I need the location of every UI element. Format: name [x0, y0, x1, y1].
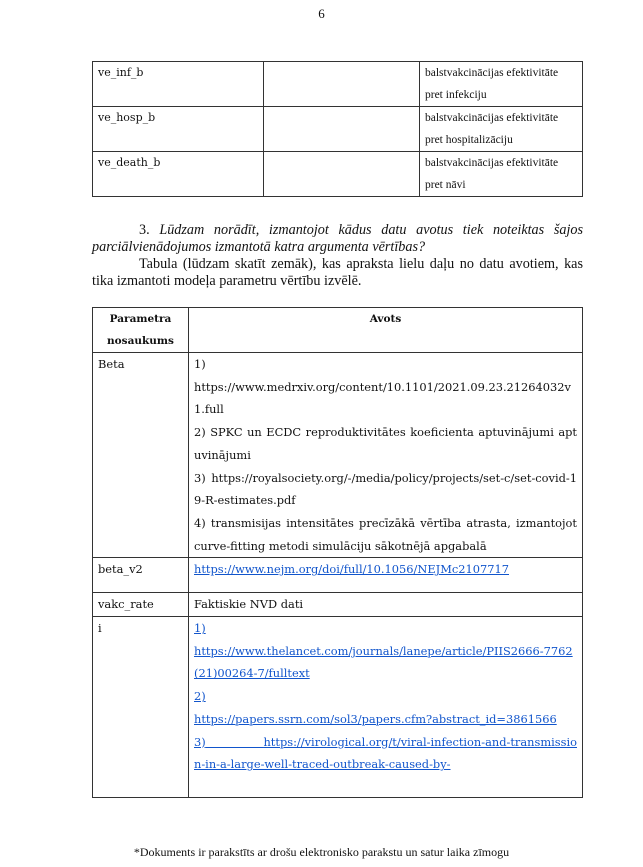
param-name-cell: beta_v2: [93, 558, 189, 593]
answer-text: Tabula (lūdzam skatīt zemāk), kas apraksta lielu daļu no datu avotiem, kas tika izmantoti modeļa parametru vērtību izvēlē.: [92, 256, 583, 289]
param-description-cell: balstvakcinācijas efektivitāte pret infekciju: [420, 62, 583, 107]
source-label: 3): [194, 470, 206, 485]
answer-paragraph: [92, 256, 583, 290]
table-row: [93, 558, 583, 593]
source-url-text: [194, 467, 577, 512]
source-cell: [189, 617, 583, 798]
source-cell: Faktiskie NVD dati: [189, 593, 583, 617]
source-link[interactable]: https://papers.ssrn.com/sol3/papers.cfm?abstract_id=3861566: [194, 711, 557, 726]
source-link-label[interactable]: 1): [194, 621, 206, 636]
param-description-cell: balstvakcinācijas efektivitāte pret hospitalizāciju: [420, 107, 583, 152]
param-name-cell: ve_hosp_b: [93, 107, 264, 152]
table-row: [93, 152, 583, 197]
param-value-cell: [264, 107, 420, 152]
source-link-label[interactable]: 2): [194, 689, 206, 704]
question-text: Lūdzam norādīt, izmantojot kādus datu avotus tiek noteiktas šajos parciālvienādojumos izmantotā katra argumenta vērtības?: [92, 222, 583, 255]
source-link[interactable]: https://www.nejm.org/doi/full/10.1056/NEJMc2107717: [194, 562, 509, 577]
source-description: SPKC un ECDC reproduktivitātes koeficienta aptuvinājumi aptuvinājumi: [194, 425, 577, 462]
source-label: 4): [194, 515, 206, 530]
sources-table: [92, 307, 583, 798]
question-paragraph: [92, 222, 583, 256]
parameter-table-continued: [92, 61, 583, 197]
source-link[interactable]: https://www.thelancet.com/journals/lanepe/article/PIIS2666-7762(21)00264-7/fulltext: [194, 643, 573, 681]
param-name-cell: Beta: [93, 353, 189, 558]
table-row: [93, 593, 583, 617]
table-row: [93, 353, 583, 558]
header-source: Avots: [189, 308, 583, 353]
table-row: [93, 62, 583, 107]
param-name-cell: ve_death_b: [93, 152, 264, 197]
table-header-row: [93, 308, 583, 353]
table-row: [93, 617, 583, 798]
source-cell: [189, 558, 583, 593]
footer-signature-note: *Dokuments ir parakstīts ar drošu elektronisko parakstu un satur laika zīmogu: [133, 845, 510, 859]
param-name-cell: vakc_rate: [93, 593, 189, 617]
source-link[interactable]: https://virological.org/t/viral-infection-and-transmission-in-a-large-well-traced-outbreak-caused-by-: [194, 734, 577, 772]
header-param-name: Parametra nosaukums: [93, 308, 189, 353]
source-link-text[interactable]: [194, 731, 577, 776]
param-name-cell: i: [93, 617, 189, 798]
table-row: [93, 107, 583, 152]
param-value-cell: [264, 62, 420, 107]
page-number: 6: [318, 6, 325, 21]
source-description: transmisijas intensitātes precīzākā vērtība atrasta, izmantojot curve-fitting metodi simulāciju sākotnējā apgabalā: [194, 515, 577, 553]
source-link-label[interactable]: 3): [194, 734, 206, 749]
source-cell: [189, 353, 583, 558]
param-description-cell: balstvakcinācijas efektivitāte pret nāvi: [420, 152, 583, 197]
source-text: [194, 512, 577, 557]
source-url-text: https://www.medrxiv.org/content/10.1101/2021.09.23.21264032v1.full: [194, 379, 571, 417]
source-url: https://royalsociety.org/-/media/policy/projects/set-c/set-covid-19-R-estimates.pdf: [194, 470, 577, 508]
source-label: 1): [194, 357, 206, 371]
source-text: [194, 421, 577, 466]
param-value-cell: [264, 152, 420, 197]
question-number: 3.: [139, 222, 150, 238]
source-label: 2): [194, 425, 206, 440]
param-name-cell: ve_inf_b: [93, 62, 264, 107]
